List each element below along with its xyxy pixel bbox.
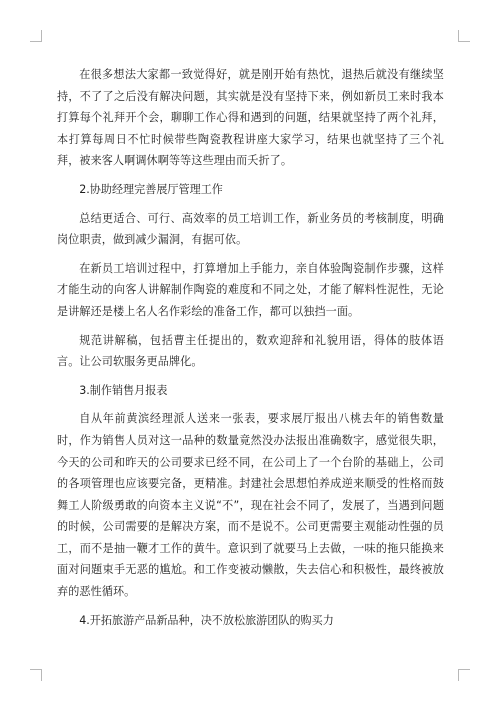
paragraph: 规范讲解稿，包括曹主任提出的，数欢迎辞和礼貌用语，得体的肢体语言。让公司软服务更品牌化。 — [57, 333, 444, 369]
crop-mark-top-right-v — [458, 30, 459, 42]
section-heading: 3.制作销售月报表 — [79, 383, 168, 397]
paragraph: 在很多想法大家都一致觉得好，就是刚开始有热忱，退热后就没有继续坚持，不了了之后没有解决问题，其实就是没有坚持下来，例如新员工来时我本打算每个礼拜开个会，聊聊工作心得和遇到的问题，结果就坚持了两个礼拜，本打算每周日不忙时候带些陶瓷教程讲座大家学习，结果也就坚持了三个礼拜，被来客人啊调休啊等等这些理由而夭折了。 — [57, 68, 444, 168]
crop-mark-bottom-right-v — [458, 669, 459, 681]
section-heading: 4.开拓旅游产品新品种，决不放松旅游团队的购买力 — [79, 613, 334, 627]
document-body — [57, 64, 444, 631]
crop-mark-top-right-h — [458, 41, 470, 42]
crop-mark-bottom-right-h — [458, 669, 470, 670]
paragraph: 自从年前黄滨经理派人送来一张表，要求展厅报出八桃去年的销售数量时，作为销售人员对这一品种的数量竟然没办法报出准确数字，感觉很失职，今天的公司和昨天的公司要求已经不同，在公司上了一个台阶的基础上，公司的各项管理也应该要完备，更精准。封建社会思想怕养成逆来顺受的性格而鼓舞工人阶级勇敢的向资本主义说“不”，现在社会不同了，发展了，当遇到问题的时候，公司需要的是解决方案，而不是说不。公司更需要主观能动性强的员工，而不是抽一鞭才工作的黄牛。意识到了就要马上去做，一味的拖只能换来面对问题束手无恶的尴尬。和工作变被动懒散，失去信心和积极性，最终被放弃的恶性循环。 — [57, 412, 444, 599]
crop-mark-top-left-v — [41, 30, 42, 42]
paragraph: 总结更适合、可行、高效率的员工培训工作，新业务员的考核制度，明确岗位职责，做到减少漏洞，有据可依。 — [57, 211, 444, 247]
crop-mark-bottom-left-v — [41, 669, 42, 681]
section-heading: 2.协助经理完善展厅管理工作 — [79, 182, 223, 196]
paragraph: 在新员工培训过程中，打算增加上手能力，亲自体验陶瓷制作步骤，这样才能生动的向客人讲解制作陶瓷的难度和不同之处，才能了解料性泥性，无论是讲解还是楼上名人名作彩绘的准备工作，都可以独挡一面。 — [57, 261, 444, 318]
